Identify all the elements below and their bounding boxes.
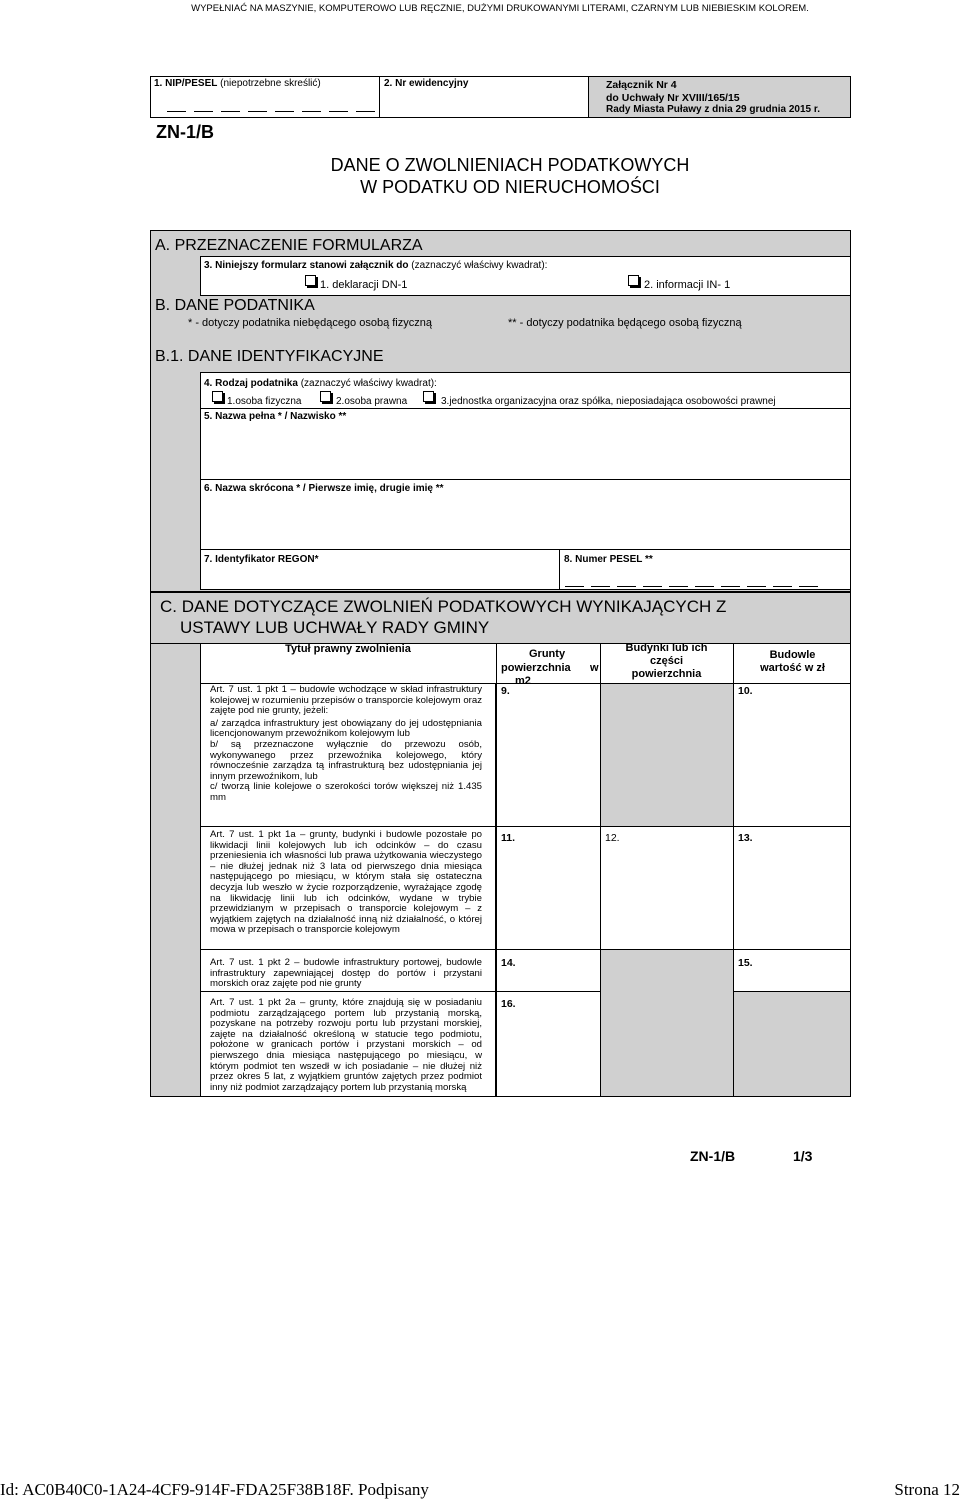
opt-osoba-prawna: 2.osoba prawna (336, 396, 408, 407)
nip-note: (niepotrzebne skreślić) (220, 78, 321, 89)
cell-number-13: 13. (738, 832, 753, 844)
cell-number-11: 11. (501, 832, 516, 844)
section-c-heading-line-2: USTAWY LUB UCHWAŁY RADY GMINY (180, 618, 490, 637)
cell-10[interactable] (733, 683, 851, 827)
page-title (260, 154, 760, 198)
row1-text-a: a/ zarządca infrastruktury jest obowiązany do jej udostępniania licencjonowanym przewoźnikom kolejowym lub (210, 717, 482, 740)
section-b-heading: B. DANE PODATNIKA (155, 297, 315, 314)
table-row-art-7-1-2: Art. 7 ust. 1 pkt 2 – budowle infrastruktury portowej, budowle infrastruktury zapewniającej dostęp do portów i przystani morskich oraz zajęte pod nie grunty (210, 957, 482, 990)
cell-12[interactable] (600, 826, 734, 950)
field3-label: 3. Niniejszy formularz stanowi załącznik do (204, 260, 409, 271)
field5-input[interactable] (200, 479, 851, 480)
cell-number-12: 12. (605, 832, 620, 844)
checkbox-informacji[interactable] (628, 275, 639, 286)
checkbox-osoba-fizyczna[interactable] (212, 391, 223, 402)
checkbox-osoba-prawna[interactable] (320, 391, 331, 402)
table-row-art-7-1-1 (210, 685, 482, 804)
nip-label: 1. NIP/PESEL (154, 78, 218, 89)
cell-14[interactable] (496, 949, 601, 992)
nip-field[interactable] (150, 76, 380, 118)
col-budowle-header (734, 649, 851, 675)
checkbox-deklaracji[interactable] (305, 275, 316, 286)
row1-text-b: b/ są przeznaczone wyłącznie do przewozu osób, wykonywanego przez przewoźnika kolejowego, który równocześnie zarządza tą infrastrukturą bez udostępniania jej innym przewoźnikom, lub (210, 738, 482, 782)
section-c-heading-line-1: C. DANE DOTYCZĄCE ZWOLNIEŃ PODATKOWYCH WYNIKAJĄCYCH Z (160, 597, 727, 616)
col-grunty-header-3: w (590, 662, 599, 674)
cell-number-14: 14. (501, 957, 516, 969)
footer-form-code: ZN-1/B (690, 1148, 736, 1164)
annex-line-3: Rady Miasta Puławy z dnia 29 grudnia 2015 r. (606, 104, 820, 115)
form-code: ZN-1/B (156, 122, 214, 142)
nr-label: 2. Nr ewidencyjny (384, 78, 469, 89)
page-counter: Strona 12 (894, 1480, 960, 1499)
footer-page-number: 1/3 (793, 1148, 813, 1164)
row1-text-main: Art. 7 ust. 1 pkt 1 – budowle wchodzące w skład infrastruktury kolejowej w rozumieniu przepisów o transporcie kolejowym oraz zajęte pod nie grunty, jeżeli: (210, 684, 482, 717)
col-budynki-header (600, 642, 733, 681)
cell-number-15: 15. (738, 957, 753, 969)
table-row-art-7-1-1a: Art. 7 ust. 1 pkt 1a – grunty, budynki i budowle pozostałe po likwidacji linii kolejowych lub ich odcinków – do czasu przeniesienia ich własności lub prawa użytkowania wieczystego – nie dłużej jednak niż 3 lata od pierwszego dnia miesiąca następującego po miesiącu, w którym stała się ostateczna decyzja lub weszło w życie rozporządzenie, wyrażające zgodę na likwidację linii lub ich odcinków, wydane w trybie przewidzianym w przepisach o transporcie kolejowym – z wyjątkiem zajętych na działalność inną niż działalność, o której mowa w przepisach o transporcie kolejowym (210, 829, 482, 936)
nip-dashes (167, 99, 387, 117)
field4-label: 4. Rodzaj podatnika (204, 378, 298, 389)
note-non-natural-person: * - dotyczy podatnika niebędącego osobą fizyczną (188, 317, 432, 329)
option-deklaracji: 1. deklaracji DN-1 (320, 279, 408, 291)
cell-number-9: 9. (501, 685, 510, 697)
section-c-heading (160, 596, 726, 638)
cell-15[interactable] (733, 949, 851, 992)
col-budynki-header-1: Budynki lub ich (625, 642, 708, 654)
col-grunty-header-2: powierzchnia (501, 662, 571, 674)
col-budowle-header-2: wartość w zł (760, 662, 825, 674)
nr-ewidencyjny-field[interactable] (379, 76, 589, 118)
col-budynki-header-2: części (649, 655, 684, 667)
col-budynki-header-3: powierzchnia (631, 668, 702, 680)
title-line-1: DANE O ZWOLNIENIACH PODATKOWYCH (330, 155, 690, 175)
annex-line-2: do Uchwały Nr XVIII/165/15 (606, 92, 740, 104)
title-line-2: W PODATKU OD NIERUCHOMOŚCI (360, 177, 660, 197)
opt-jednostka: 3.jednostka organizacyjna oraz spółka, nieposiadająca osobowości prawnej (441, 396, 776, 407)
cell-11[interactable] (496, 826, 601, 950)
section-a-heading: A. PRZEZNACZENIE FORMULARZA (155, 237, 423, 254)
col-grunty-header-1: Grunty (529, 648, 566, 660)
section-a-field (200, 256, 851, 296)
table-row-art-7-1-2a: Art. 7 ust. 1 pkt 2a – grunty, które znajdują się w posiadaniu podmiotu zarządzającego portem lub przystanią morską, pozyskane na potrzeby rozwoju portu lub przystani morskiej, zajęte na działalność określoną w statucie tego podmiotu, położone w granicach portów i przystani morskich – od pierwszego dnia miesiąca następującego po miesiącu, w którym podmiot ten wszedł w ich posiadanie – nie dłużej niż przez okres 5 lat, z wyjątkiem gruntów zajętych przez podmiot inny niż podmiot zarządzający portem lub przystanią morską (210, 997, 482, 1093)
field5-label: 5. Nazwa pełna * / Nazwisko ** (204, 411, 347, 422)
field8-label: 8. Numer PESEL ** (564, 554, 653, 565)
field4-note: (zaznaczyć właściwy kwadrat): (300, 378, 437, 389)
note-natural-person: ** - dotyczy podatnika będącego osobą fizyczną (508, 317, 742, 329)
document-id: Id: AC0B40C0-1A24-4CF9-914F-FDA25F38B18F. Podpisany (0, 1480, 429, 1499)
cell-number-16: 16. (501, 998, 516, 1010)
checkbox-jednostka[interactable] (423, 391, 434, 402)
cell-number-10: 10. (738, 685, 753, 697)
col-title-header: Tytuł prawny zwolnienia (285, 643, 411, 655)
fill-instructions: WYPEŁNIAĆ NA MASZYNIE, KOMPUTEROWO LUB RĘCZNIE, DUŻYMI DRUKOWANYMI LITERAMI, CZARNYM LUB NIEBIESKIM KOLOREM. (191, 3, 809, 14)
field3-note: (zaznaczyć właściwy kwadrat): (411, 260, 548, 271)
cell-13[interactable] (733, 826, 851, 950)
row1-text-c: c/ tworzą linie kolejowe o szerokości torów większej niż 1.435 mm (210, 781, 482, 803)
cell-9[interactable] (496, 683, 601, 827)
field7-label: 7. Identyfikator REGON* (204, 554, 319, 565)
col-budowle-header-1: Budowle (769, 649, 816, 661)
field6-label: 6. Nazwa skrócona * / Pierwsze imię, drugie imię ** (204, 483, 444, 494)
opt-osoba-fizyczna: 1.osoba fizyczna (227, 396, 302, 407)
section-b1-heading: B.1. DANE IDENTYFIKACYJNE (155, 348, 384, 365)
annex-line-1: Załącznik Nr 4 (606, 79, 677, 91)
option-informacji: 2. informacji IN- 1 (644, 279, 731, 291)
col-grunty-header-4: m2 (515, 675, 531, 683)
